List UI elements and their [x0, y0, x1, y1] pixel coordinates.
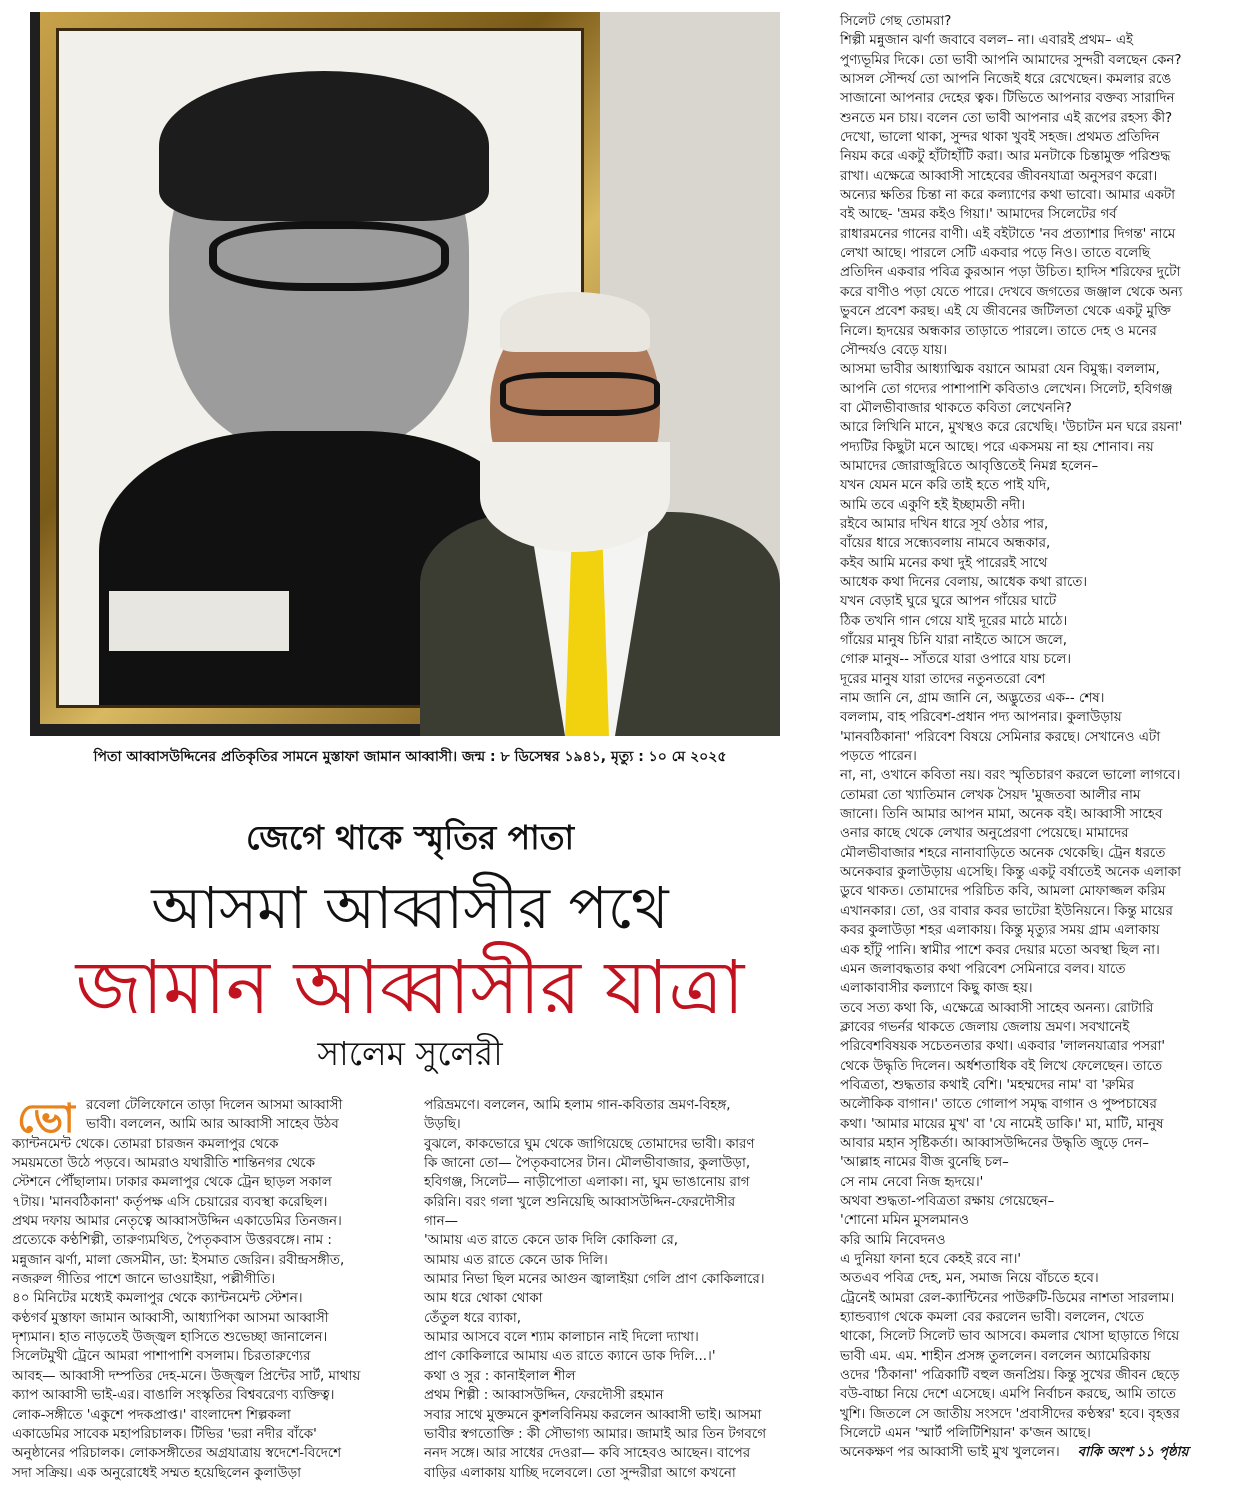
- text-line: ক্লাবের গভর্নর থাকতে জেলায় জেলায় ভ্রমণ। সবখানেই: [840, 1019, 1130, 1035]
- text-line: সদা সক্রিয়। এক অনুরোধেই সম্মত হয়েছিলেন কুলাউড়া: [12, 1465, 302, 1481]
- portrait-hair: [159, 71, 489, 221]
- text-line: প্রতিদিন একবার পবিত্র কুরআন পড়া উচিত। হাদিস শরিফের দুটো: [840, 265, 1181, 281]
- text-line: ওদের 'ঠিকানা' পত্রিকাটি বহুল জনপ্রিয়। কিন্তু সুখের জীবন ছেড়ে: [840, 1368, 1180, 1384]
- text-line: লোক-সঙ্গীতে 'একুশে পদকপ্রাপ্ত।' বাংলাদেশ শিল্পকলা: [12, 1407, 291, 1423]
- text-line: জানো। তিনি আমার আপন মামা, অনেক বই। আব্বাসী সাহেব: [840, 807, 1163, 823]
- text-line: ননদ সঙ্গে। আর সাধের দেওরা— কবি সাহেবও আছেন। বাপের: [424, 1446, 751, 1462]
- text-line: যখন বেড়াই ঘুরে ঘুরে আপন গাঁয়ের ঘাটে: [840, 594, 1057, 610]
- text-line: সময়মতো উঠে পড়বে। আমরাও যথারীতি শান্তিনগর থেকে: [12, 1156, 316, 1172]
- subject-beard: [480, 442, 670, 552]
- text-line: প্রাণ কোকিলারে আমায় এত রাতে ক্যানে ডাক দিলি...।': [424, 1349, 716, 1365]
- text-line: ভাবী এম. এম. শাহীন প্রসঙ্গ তুললেন। বললেন অ্যামেরিকায়: [840, 1348, 1151, 1364]
- text-line: আম ধরে থোকা থোকা: [424, 1291, 543, 1307]
- text-line: রবেলা টেলিফোনে তাড়া দিলেন আসমা আব্বাসী: [86, 1098, 343, 1113]
- text-line: গান—: [424, 1214, 459, 1230]
- text-line: বউ-বাচ্চা নিয়ে দেশে এসেছে। এমপি নির্বাচন করছে, আমি তাতে: [840, 1387, 1176, 1403]
- text-line: এলাকাবাসীর কল্যাণে কিছু কাজ হয়।: [840, 981, 1033, 997]
- text-line: তোমরা তো খ্যাতিমান লেখক সৈয়দ 'মুজতবা আলীর নাম: [840, 787, 1141, 803]
- text-line: এমন জলাবদ্ধতার কথা পরিবেশ সেমিনারে বলব। যাতে: [840, 961, 1126, 977]
- text-line: নিয়ম করে একটু হাঁটাহাঁটি করা। আর মনটাকে চিন্তামুক্ত পরিশুদ্ধ: [840, 149, 1171, 165]
- text-line: অথবা শুদ্ধতা-পবিত্রতা রক্ষায় গেয়েছেন–: [840, 1193, 1055, 1209]
- text-line: আবহ— আব্বাসী দম্পতির দেহ-মনে। উজ্জ্বল প্রিন্টের সার্ট, মাথায়: [12, 1368, 361, 1384]
- text-line: আরে লিখিনি মানে, মুখস্থও করে রেখেছি। 'উচাটন মন ঘরে রয়না': [840, 420, 1183, 436]
- text-line: বা মৌলভীবাজার থাকতে কবিতা লেখেননি?: [840, 400, 1072, 416]
- text-line: এখানকার। তো, ওর বাবার কবর ভাটেরা ইউনিয়নে। কিন্তু মায়ের: [840, 903, 1173, 919]
- text-line: মৌলভীবাজার শহরে নানাবাড়িতে অনেক থেকেছি। ট্রেন ধরতে: [840, 845, 1166, 861]
- text-line: ভাবীর স্বগতোক্তি : কী সৌভাগ্য আমার। জামাই আর তিন টগবগে: [424, 1426, 767, 1442]
- text-line: স্টেশনে পৌঁছালাম। ঢাকার কমলাপুর থেকে ট্রেন ছাড়ল সকাল: [12, 1175, 332, 1191]
- text-line: দৃশ্যমান। হাত নাড়তেই উজ্জ্বল হাসিতে শুভেচ্ছা জানালেন।: [12, 1330, 328, 1346]
- text-line: ৪০ মিনিটের মধ্যেই কমলাপুর থেকে ক্যান্টনমেন্ট স্টেশন।: [12, 1291, 303, 1307]
- text-line: আসল সৌন্দর্য তো আপনি নিজেই ধরে রেখেছেন। কমলার রঙে: [840, 72, 1172, 88]
- portrait-label: [109, 591, 289, 651]
- text-line: প্রথম দফায় আমার নেতৃত্বে আব্বাসউদ্দিন একাডেমির তিনজন।: [12, 1214, 342, 1230]
- text-line: এ দুনিয়া ফানা হবে কেহই রবে না।': [840, 1252, 1022, 1267]
- text-line: আধেক কথা দিনের বেলায়, আধেক কথা রাতে।: [840, 574, 1088, 590]
- text-line: নজরুল গীতির পাশে জানে ভাওয়াইয়া, পল্লীগীতি।: [12, 1272, 276, 1288]
- text-line: বুঝলে, কাকভোরে ঘুম থেকে জাগিয়েছে তোমাদের ভাবী। কারণ: [424, 1136, 755, 1152]
- text-line: তেঁতুল ধরে ব্যাকা,: [424, 1310, 521, 1326]
- text-line: রাখা। এক্ষেত্রে আব্বাসী সাহেবের জীবনযাত্রা অনুসরণ করো।: [840, 168, 1158, 184]
- text-line: করি আমি নিবেদনও: [840, 1232, 946, 1248]
- text-line: অনুষ্ঠানের পরিচালক। লোকসঙ্গীতের অগ্রযাত্রায় স্বদেশে-বিদেশে: [12, 1446, 342, 1462]
- text-line: কইব আমি মনের কথা দুই পারেরই সাথে: [840, 555, 1048, 571]
- drop-cap: ভো: [17, 1096, 75, 1142]
- text-line: নাম জানি নে, গ্রাম জানি নে, অদ্ভুতের এক-- শেষ।: [840, 691, 1105, 707]
- byline: সালেম সুলেরী: [317, 1034, 503, 1073]
- headline-line-1: আসমা আব্বাসীর পথে: [151, 874, 669, 942]
- text-line: প্রত্যেকে কণ্ঠশিল্পী, তারুণ্যমথিত, পৈতৃকবাস উত্তরবঙ্গে। নাম :: [12, 1233, 332, 1249]
- text-line: আমার আসবে বলে শ্যাম কালাচান নাই দিলো দ্যাখা।: [424, 1330, 699, 1346]
- text-line: গোরু মানুষ-- সাঁতরে যারা ওপারে যায় চলে।: [840, 652, 1072, 668]
- text-line: পড়তে পারেন।: [840, 749, 917, 765]
- text-line: লেখা আছে। পারলে সেটি একবার পড়ে নিও। তাতে বলেছি: [840, 246, 1151, 262]
- text-line: বই আছে- 'ভ্রমর কইও গিয়া।' আমাদের সিলেটের গর্ব: [840, 207, 1117, 223]
- text-line: ওনার কাছে থেকে লেখার অনুপ্রেরণা পেয়েছে। মামাদের: [840, 826, 1129, 842]
- text-line: সে নাম নেবো নিজ হৃদয়ে।': [840, 1174, 984, 1190]
- text-line: আমার নিভা ছিল মনের আগুন জ্বালাইয়া গেলি প্রাণ কোকিলারে।: [424, 1272, 765, 1288]
- column-1: [12, 1096, 407, 1483]
- text-line: অলৌকিক বাগান।' তাতে গোলাপ সমৃদ্ধ বাগান ও পুষ্পচাষের: [840, 1097, 1157, 1113]
- text-line: কথা ও সুর : কানাইলাল শীল: [424, 1368, 576, 1384]
- text-line: অতএব পবিত্র দেহ, মন, সমাজ নিয়ে বাঁচতে হবে।: [840, 1271, 1099, 1287]
- text-line: শিল্পী মন্নুজান ঝর্ণা জবাবে বলল– না। এবারই প্রথম– এই: [840, 33, 1133, 49]
- text-line: কণ্ঠগর্ব মুস্তাফা জামান আব্বাসী, আধ্যাপিকা আসমা আব্বাসী: [12, 1310, 329, 1326]
- text-line: ট্রেনেই আমরা রেল-ক্যান্টিনের পাউরুটি-ডিমের নাশতা সারলাম।: [840, 1290, 1175, 1306]
- text-line: হ্যান্ডব্যাগ থেকে কমলা বের করলেন ভাবী। বললেন, খেতে: [840, 1310, 1144, 1326]
- text-line: এক হাঁটু পানি। স্বামীর পাশে কবর দেয়ার মতো অবস্থা ছিল না।: [840, 942, 1160, 958]
- text-line: আসমা ভাবীর আধ্যাত্মিক বয়ানে আমরা যেন বিমুগ্ধ। বললাম,: [840, 362, 1160, 378]
- text-line: অন্যের ক্ষতির চিন্তা না করে কল্যাণের কথা ভাবো। আমার একটা: [840, 188, 1176, 204]
- text-line: অনেকবার কুলাউড়ায় এসেছি। কিন্তু একটু বর্ষাতেই অনেক এলাকা: [840, 865, 1182, 881]
- portrait-glasses: [209, 221, 449, 291]
- kicker: জেগে থাকে স্মৃতির পাতা: [245, 818, 575, 857]
- text-line: আমি তবে একুণি হই ইচ্ছামতী নদী।: [840, 497, 1026, 513]
- photo-caption: পিতা আব্বাসউদ্দিনের প্রতিকৃতির সামনে মুস্তাফা জামান আব্বাসী। জন্ম : ৮ ডিসেম্বর ১৯৪১, মৃত্যু : ১০ মে ২০২৫: [93, 749, 727, 765]
- text-line: মন্নুজান ঝর্ণা, মালা জেসমীন, ডা: ইসমাত জেরিন। রবীন্দ্রসঙ্গীত,: [12, 1252, 345, 1268]
- text-line: দেখো, ভালো থাকা, সুন্দর থাকা খুবই সহজ। প্রথমত প্রতিদিন: [840, 130, 1160, 146]
- text-line: কথা। 'আমার মায়ের মুখ' বা 'যে নামেই ডাকি।' মা, মাটি, মানুষ: [840, 1116, 1164, 1132]
- text-line: খুশি। জিতলে সে জাতীয় সংসদে 'প্রবাসীদের কণ্ঠস্বর' হবে। বৃহত্তর: [840, 1406, 1180, 1422]
- text-line: রাধারমনের গানের বাণী। এই বইটাতে 'নব প্রত্যাশার দিগন্ত' নামে: [840, 226, 1176, 242]
- text-line: থেকে উদ্ধৃতি দিলেন। অর্ধশতাধিক বই লিখে ফেলেছেন। তাতে: [840, 1058, 1163, 1074]
- text-line: পবিত্রতা, শুদ্ধতার কথাই বেশি। 'মহম্মদের নাম' বা 'রুমির: [840, 1077, 1134, 1093]
- text-line: হবিগঞ্জ, সিলেট— নাড়ীপোতা এলাকা। না, ঘুম ভাঙানোয় রাগ: [424, 1175, 750, 1191]
- text-line: একাডেমির সাবেক মহাপরিচালক। টিভির 'ভরা নদীর বাঁকে': [12, 1426, 317, 1442]
- text-line: ভাবী। বললেন, আমি আর আব্বাসী সাহেব উঠব: [86, 1117, 339, 1133]
- continued-note: বাকি অংশ ১১ পৃষ্ঠায়: [1077, 1445, 1189, 1461]
- text-line: ক্যাপ আব্বাসী ভাই-এর। বাঙালি সংস্কৃতির বিশ্ববরেণ্য ব্যক্তিত্ব।: [12, 1388, 335, 1404]
- text-line: কি জানো তো— পৈতৃকবাসের টান। মৌলভীবাজার, কুলাউড়া,: [424, 1156, 751, 1172]
- text-line: সিলেট গেছ তোমরা?: [840, 14, 952, 29]
- text-line: তবে সত্য কথা কি, এক্ষেত্রে আব্বাসী সাহেব অনন্য। রোটারি: [840, 1000, 1154, 1016]
- subject-tie: [565, 537, 609, 736]
- text-line: সবার সাথে মুক্তমনে কুশলবিনিময় করলেন আব্বাসী ভাই। আসমা: [424, 1407, 762, 1423]
- text-line: 'মানবঠিকানা' পরিবেশ বিষয়ে সেমিনার করছে। সেখানেও এটা: [840, 729, 1161, 745]
- feature-photo: [30, 12, 780, 736]
- text-line: পরিভ্রমণে। বললেন, আমি হলাম গান-কবিতার ভ্রমণ-বিহঙ্গ,: [424, 1098, 731, 1113]
- text-line: 'আমায় এত রাতে কেনে ডাক দিলি কোকিলা রে,: [424, 1233, 678, 1249]
- text-line: প্রথম শিল্পী : আব্বাসউদ্দিন, ফেরদৌসী রহমান: [424, 1388, 664, 1404]
- text-line: বাড়ির এলাকায় যাচ্ছি দলেবলে। তো সুন্দরীরা আগে কখনো: [424, 1465, 736, 1481]
- text-line: ৭টায়। 'মানবঠিকানা' কর্তৃপক্ষ এসি চেয়ারের ব্যবস্থা করেছিল।: [12, 1194, 328, 1210]
- text-line: পদ্যটির কিছুটা মনে আছে। পরে একসময় না হয় শোনাব। নয়: [840, 439, 1154, 455]
- text-line: না, না, ওখানে কবিতা নয়। বরং স্মৃতিচারণ করলে ভালো লাগবে।: [840, 768, 1181, 784]
- text-line: সৌন্দর্যও বেড়ে যায়।: [840, 342, 948, 358]
- text-line: থাকো, সিলেট সিলেট ভাব আসবে। কমলার খোসা ছাড়াতে গিয়ে: [840, 1329, 1180, 1345]
- headline-line-2: জামান আব্বাসীর যাত্রা: [75, 945, 745, 1031]
- subject-hair: [500, 292, 650, 352]
- text-line: অনেকক্ষণ পর আব্বাসী ভাই মুখ খুললেন। বাকি অংশ ১১ পৃষ্ঠায়: [840, 1445, 1189, 1461]
- text-line: পুণ্যভূমির দিকে। তো ভাবী আপনি আমাদের সুন্দরী বলছেন কেন?: [840, 52, 1182, 68]
- column-2: [424, 1096, 819, 1483]
- text-line: ডুবে থাকত। তোমাদের পরিচিত কবি, আমলা মোফাজ্জল করিম: [840, 884, 1166, 900]
- text-line: সিলেটে এমন 'স্মার্ট পলিটিশিয়ান' ক'জন আছে।: [840, 1426, 1091, 1442]
- text-line: করিনি। বরং গলা খুলে শুনিয়েছি আব্বাসউদ্দিন-ফেরদৌসীর: [424, 1194, 736, 1210]
- text-line: রইবে আমার দখিন ধারে সূর্য ওঠার পার,: [840, 516, 1049, 532]
- subject-glasses: [500, 372, 660, 416]
- text-line: আবার মহান সৃষ্টিকর্তা। আব্বাসউদ্দিনের উদ্ধৃতি জুড়ে দেন–: [840, 1135, 1149, 1151]
- text-line: 'আল্লাহ নামের বীজ বুনেছি চল–: [840, 1155, 1009, 1171]
- text-line: বললাম, বাহ পরিবেশ-প্রধান পদ্য আপনার। কুলাউড়ায়: [840, 710, 1122, 726]
- column-3: [840, 12, 1236, 1463]
- text-line: যখন যেমন মনে করি তাই হতে পাই যদি,: [840, 478, 1051, 494]
- text-line: সিলেটমুখী ট্রেনে আমরা পাশাপাশি বসলাম। চিরতারুণ্যের: [12, 1349, 311, 1365]
- text-line: কবর কুলাউড়া শহর এলাকায়। কিন্তু মৃত্যুর সময় গ্রাম এলাকায়: [840, 923, 1160, 939]
- text-line: উড়ছি।: [424, 1117, 461, 1133]
- text-line: ক্যান্টনমেন্ট থেকে। তোমরা চারজন কমলাপুর থেকে: [12, 1136, 279, 1152]
- text-line: আপনি তো গদ্যের পাশাপাশি কবিতাও লেখেন। সিলেট, হবিগঞ্জ: [840, 381, 1173, 397]
- text-line: শুনতে মন চায়। বলেন তো ভাবী আপনার এই রূপের রহস্য কী?: [840, 110, 1173, 126]
- text-line: করে বাণীও পড়া যেতে পারে। দেখবে জগতের জঞ্জাল থেকে অন্য: [840, 284, 1183, 300]
- text-line: ঠিক তখনি গান গেয়ে যাই দূরের মাঠে মাঠে।: [840, 613, 1068, 629]
- text-line: দূরের মানুষ যারা তাদের নতুনতরো বেশ: [840, 671, 1046, 687]
- text-line: গাঁয়ের মানুষ চিনি যারা নাইতে আসে জলে,: [840, 633, 1067, 648]
- text-line: ভুবনে প্রবেশ করছ। এই যে জীবনের জটিলতা থেকে একটু মুক্তি: [840, 304, 1171, 320]
- text-line: পরিবেশবিষয়ক সচেতনতার কথা। একবার 'লালনযাত্রার পসরা': [840, 1039, 1166, 1055]
- text-line: আমাদের জোরাজুরিতে আবৃত্তিতেই নিমগ্ন হলেন–: [840, 458, 1099, 474]
- text-line: নিলে। হৃদয়ের অন্ধকার তাড়াতে পারলে। তাতে দেহ ও মনের: [840, 323, 1157, 339]
- text-line: আমায় এত রাতে কেনে ডাক দিলি।: [424, 1252, 608, 1268]
- text-line: সাজানো আপনার দেহের ত্বক। টিভিতে আপনার বক্তব্য সারাদিন: [840, 91, 1175, 107]
- text-line: বাঁয়ের ধারে সন্ধ্যেবলায় নামবে অন্ধকার,: [840, 536, 1051, 552]
- text-line: 'শোনো মমিন মুসলমানও: [840, 1213, 969, 1229]
